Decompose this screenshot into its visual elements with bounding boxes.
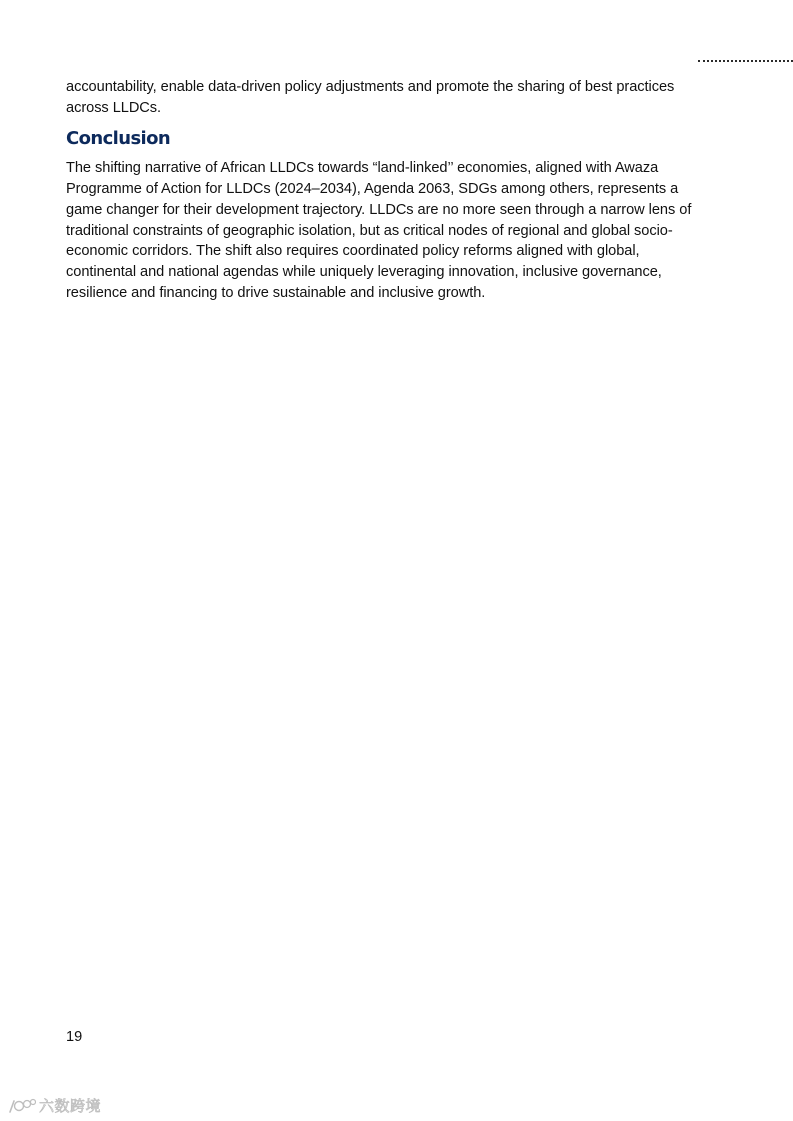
page-content bbox=[66, 77, 696, 303]
watermark-logo-icon bbox=[8, 1097, 36, 1115]
header-dotted-rule bbox=[698, 60, 793, 62]
watermark bbox=[8, 1095, 101, 1116]
continuation-paragraph: accountability, enable data-driven policy adjustments and promote the sharing of best practices across LLDCs. bbox=[66, 79, 675, 116]
conclusion-paragraph: The shifting narrative of African LLDCs towards “land-linked’’ economies, aligned with Awaza Programme of Action for LLDCs (2024–2034), Agenda 2063, SDGs among others, represents a game changer for their development trajectory. LLDCs are no more seen through a narrow lens of traditional constraints of geographic isolation, but as critical nodes of regional and global socio-economic corridors. The shift also requires coordinated policy reforms aligned with global, continental and national agendas while uniquely leveraging innovation, inclusive governance, resilience and financing to drive sustainable and inclusive growth. bbox=[66, 160, 692, 301]
section-heading: Conclusion bbox=[66, 128, 171, 150]
page-number: 19 bbox=[66, 1029, 83, 1045]
watermark-text: 六数跨境 bbox=[39, 1097, 102, 1115]
